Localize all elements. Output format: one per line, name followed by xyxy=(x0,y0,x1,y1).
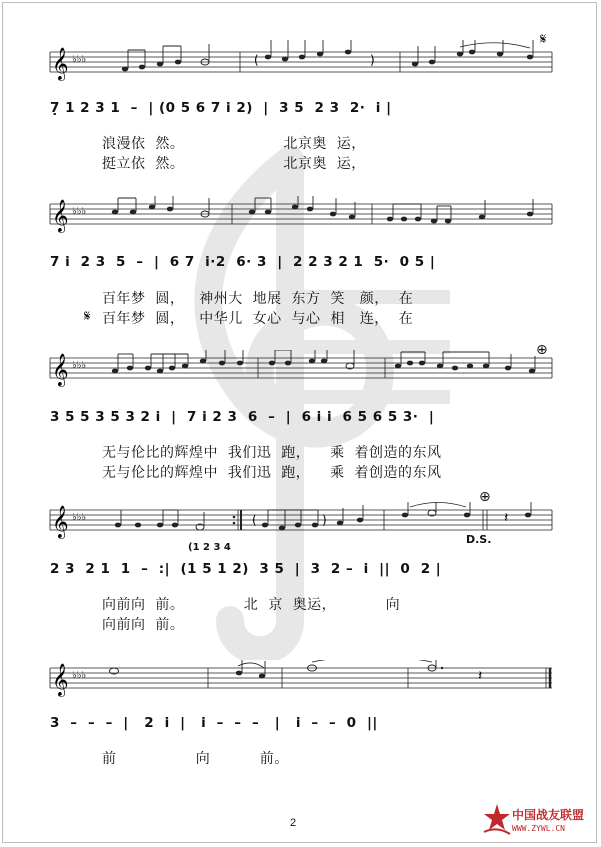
staff-3 xyxy=(0,350,601,390)
jianpu-line-2: 7 i 2 3 5 – | 6 7 i·2 6· 3 | 2 2 3 2 1 5· 0 5 | xyxy=(50,254,436,270)
lyric-line-1b: 挺立依 然。 北京奥 运， xyxy=(102,156,366,172)
key-signature-flats: ♭♭♭ xyxy=(72,360,87,371)
lyric-line-4b: 向前向 前。 xyxy=(102,617,185,633)
jianpu-line-4: 2 3 2 1 1 – :| (1 5 1 2) 3 5 | 3 2 – i || 0 2 | xyxy=(50,561,442,577)
staff-4 xyxy=(0,502,601,542)
lyric-line-1a: 浪漫依 然。 北京奥 运， xyxy=(102,136,366,152)
jianpu-line-5: 3 – – – | 2 i | i – – – | i – – 0 || xyxy=(50,715,378,731)
key-signature-flats: ♭♭♭ xyxy=(72,54,87,65)
treble-clef-icon: 𝄞 xyxy=(52,199,69,232)
dal-segno-label: D.S. xyxy=(466,533,492,546)
jianpu-line-3: 3 5 5 3 5 3 2 i | 7 i 2 3 6 – | 6 i i 6 5 6 5 3· | xyxy=(50,409,435,425)
key-signature-flats: ♭♭♭ xyxy=(72,512,87,523)
staff-5 xyxy=(0,660,601,700)
logo-url: WWW.ZYWL.CN xyxy=(512,824,565,833)
treble-clef-icon: 𝄞 xyxy=(52,505,69,538)
coda-mark-2: ⊕ xyxy=(479,489,491,505)
lyric-line-2b: 百年梦 圆， 中华儿 女心 与心 相 连， 在 xyxy=(102,311,414,327)
volta-bracket: (1 2 3 4 xyxy=(188,542,231,553)
treble-clef-icon: 𝄞 xyxy=(52,663,69,696)
coda-mark: ⊕ xyxy=(536,342,548,358)
treble-clef-icon: 𝄞 xyxy=(52,353,69,386)
staff-1 xyxy=(0,40,601,90)
segno-mark-lyric: 𝄋 xyxy=(84,307,91,325)
lyric-line-3a: 无与伦比的辉煌中 我们迅 跑， 乘 着创造的东风 xyxy=(102,445,442,461)
svg-text:(: ( xyxy=(252,513,257,527)
treble-clef-icon: 𝄞 xyxy=(52,47,69,80)
svg-text:): ) xyxy=(370,53,375,67)
key-signature-flats: ♭♭♭ xyxy=(72,206,87,217)
lyric-line-4a: 向前向 前。 北 京 奥运， 向 xyxy=(102,597,401,613)
logo-text: 中国战友联盟 xyxy=(512,808,585,822)
lyric-line-2a: 百年梦 圆， 神州大 地展 东方 笑 颜， 在 xyxy=(102,291,414,307)
svg-text:𝄽: 𝄽 xyxy=(504,510,509,526)
svg-text:): ) xyxy=(322,513,327,527)
lyric-line-3b: 无与伦比的辉煌中 我们迅 跑， 乘 着创造的东风 xyxy=(102,465,442,481)
lyric-line-5a: 前 向 前。 xyxy=(102,751,289,767)
svg-text:𝄽: 𝄽 xyxy=(478,668,483,684)
site-logo xyxy=(482,802,594,842)
svg-text:(: ( xyxy=(254,53,259,67)
key-signature-flats: ♭♭♭ xyxy=(72,670,87,681)
staff-2 xyxy=(0,196,601,236)
star-logo-icon xyxy=(482,802,512,838)
segno-mark: 𝄋 xyxy=(540,30,547,48)
page-number: 2 xyxy=(290,817,297,829)
jianpu-line-1: 7̣ 1 2 3 1 – | (0 5 6 7 i 2) | 3 5 2 3 2· i | xyxy=(50,100,392,116)
